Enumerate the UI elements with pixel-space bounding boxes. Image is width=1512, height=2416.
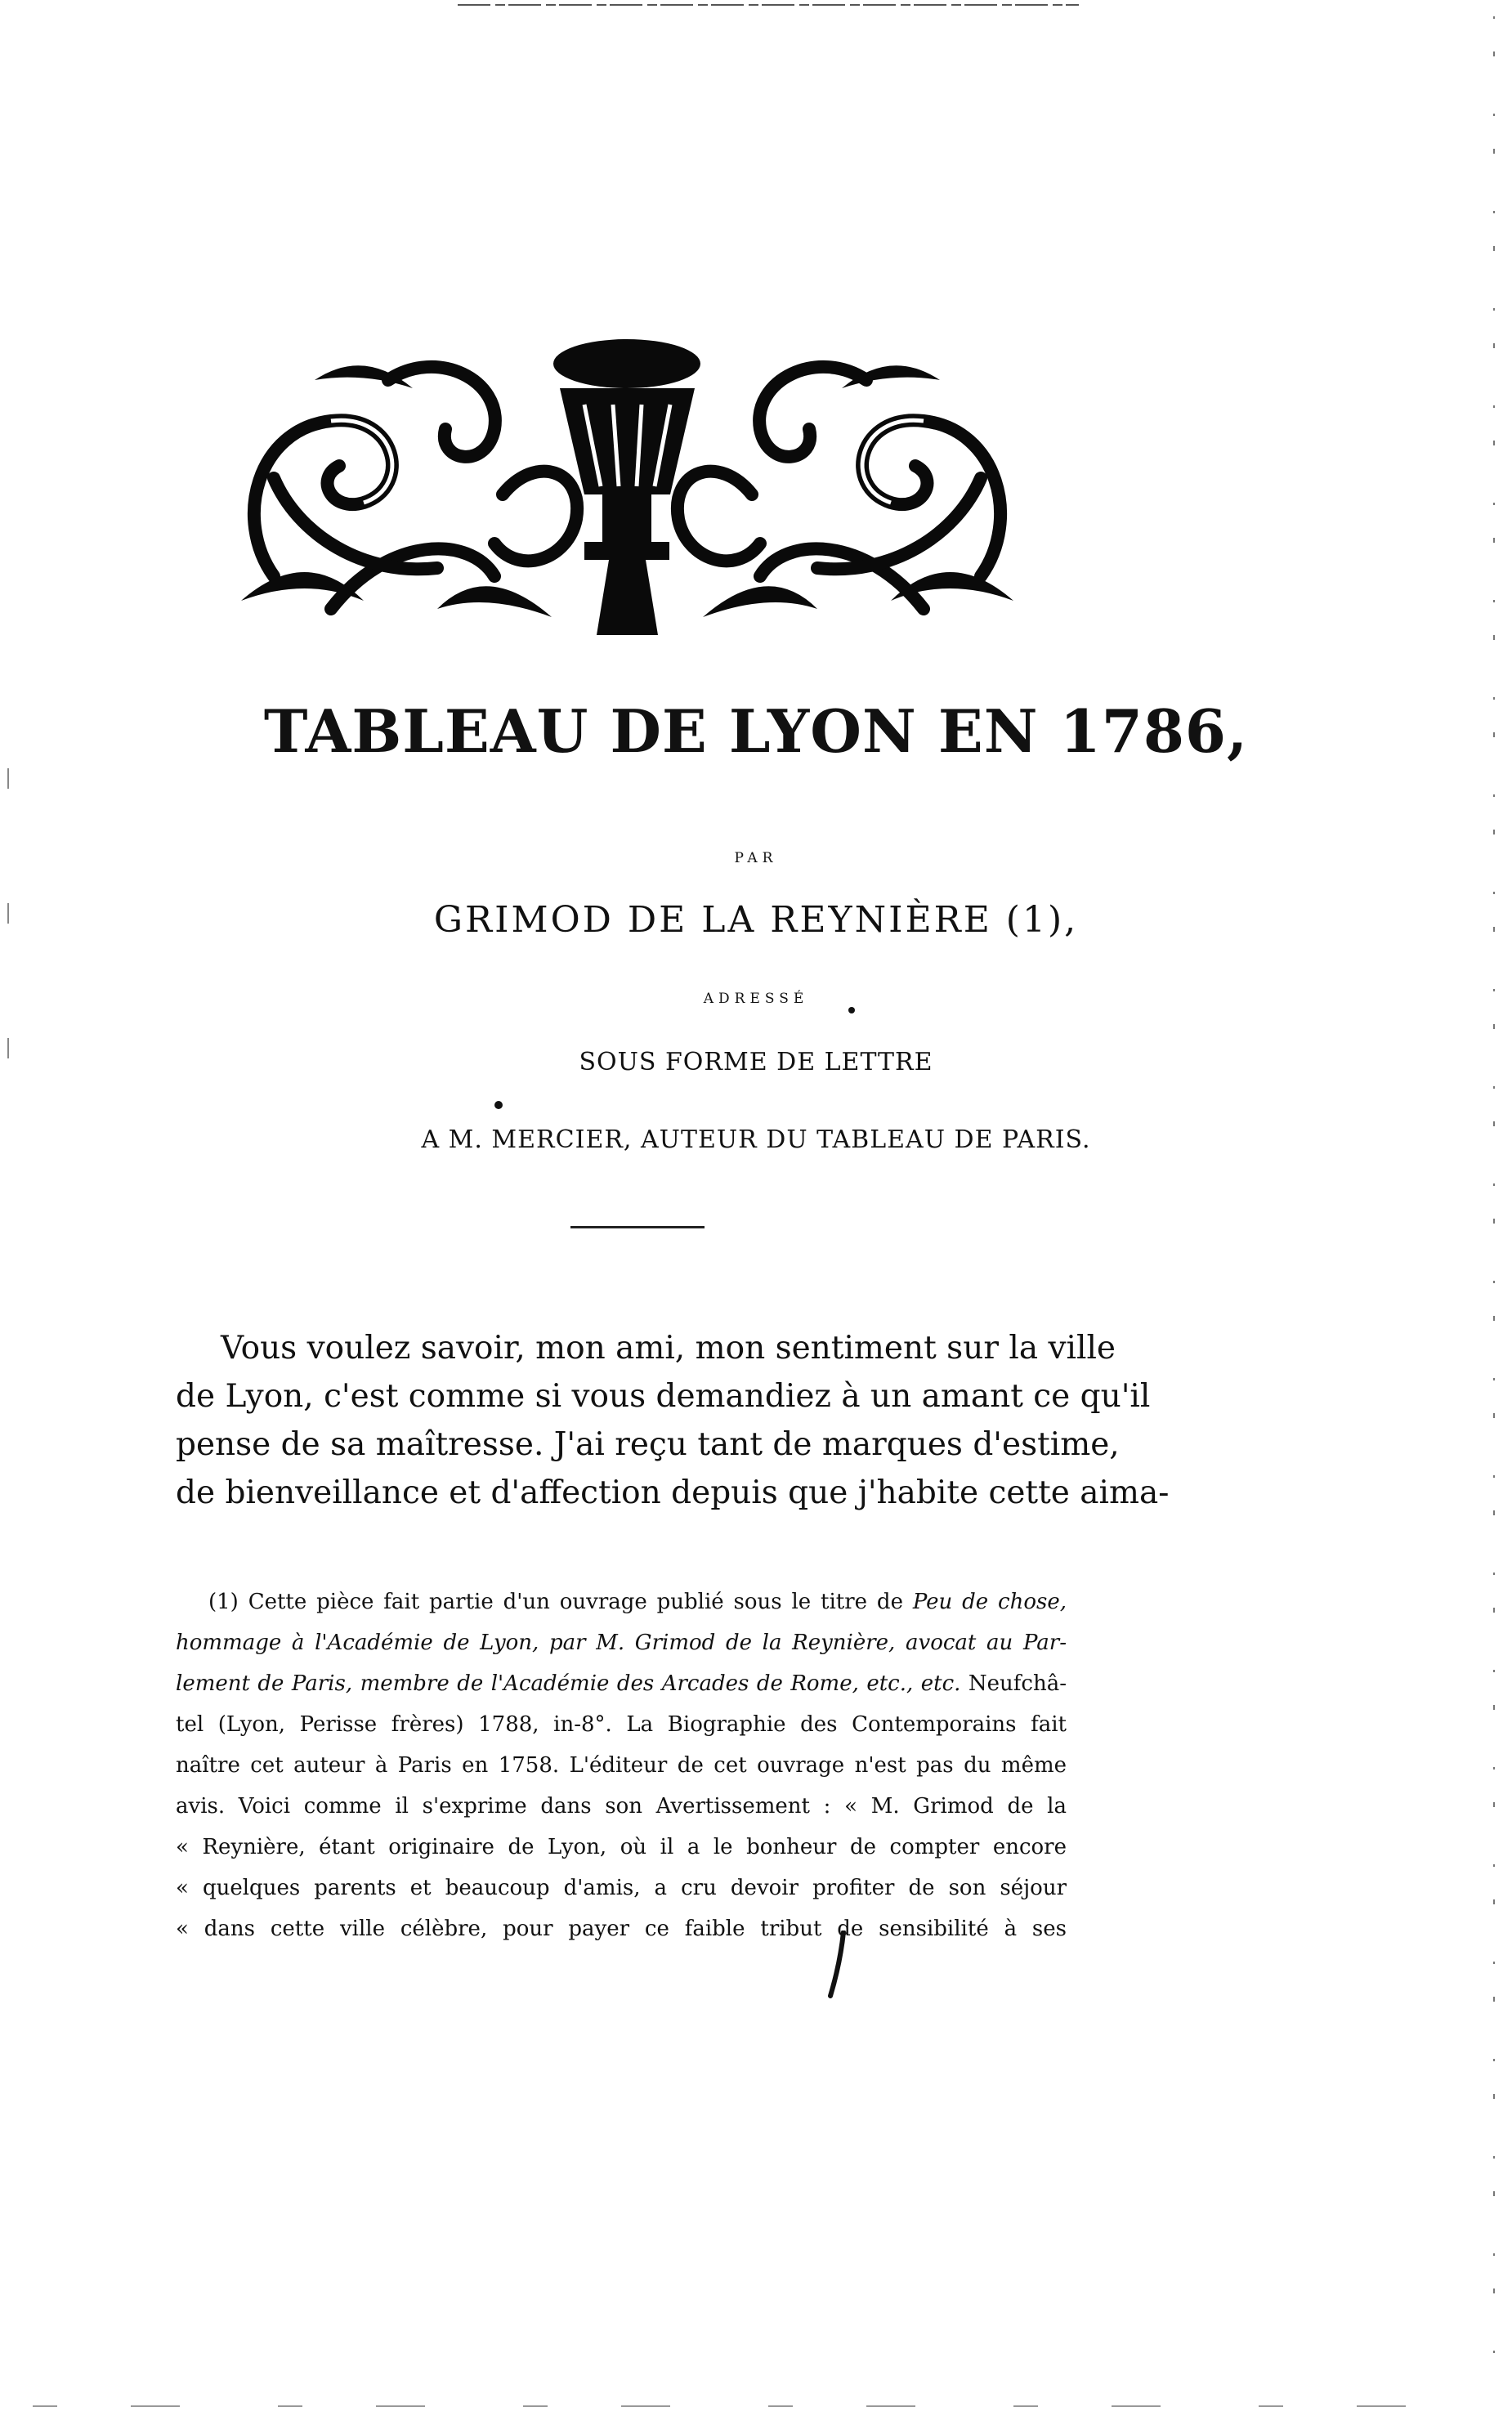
body-line: Vous voulez savoir, mon ami, mon sentiment sur la ville	[221, 1330, 1116, 1367]
footnote-italic: hommage à l'Académie de Lyon, par M. Grimod de la Reynière, avocat au Par-	[176, 1631, 1067, 1655]
footnote-line	[176, 1622, 1067, 1663]
footnote-line: « quelques parents et beaucoup d'amis, a cru devoir profiter de son séjour	[176, 1876, 1067, 1900]
footnote-italic: lement de Paris, membre de l'Académie des Arcades de Rome, etc., etc.	[176, 1671, 961, 1696]
footnote-line: tel (Lyon, Perisse frères) 1788, in-8°. La Biographie des Contemporains fait	[176, 1712, 1067, 1737]
footnote-line	[176, 1582, 1067, 1622]
footnote-line	[176, 1663, 1067, 1704]
footnote	[176, 1582, 1067, 1949]
footnote-line: naître cet auteur à Paris en 1758. L'éditeur de cet ouvrage n'est pas du même	[176, 1753, 1067, 1778]
ornamental-headpiece	[225, 331, 1030, 635]
footnote-text: (1) Cette pièce fait partie d'un ouvrage publié sous le titre de	[208, 1590, 913, 1614]
body-paragraph	[176, 1324, 1170, 1517]
footnote-line: « Reynière, étant originaire de Lyon, où il a le bonheur de compter encore	[176, 1835, 1067, 1859]
body-line: pense de sa maîtresse. J'ai reçu tant de marques d'estime,	[176, 1426, 1120, 1463]
bullet-mark	[494, 1101, 503, 1109]
byline-par: PAR	[734, 850, 778, 866]
scan-left-edge	[0, 0, 16, 2416]
body-line: de bienveillance et d'affection depuis que j'habite cette aima-	[176, 1474, 1170, 1511]
footnote-text: Neufchâ-	[960, 1671, 1067, 1696]
section-rule	[570, 1226, 705, 1228]
addressed-label: ADRESSÉ	[703, 991, 809, 1007]
footnote-line: « dans cette ville célèbre, pour payer ce faible tribut de sensibilité à ses	[176, 1917, 1067, 1941]
footnote-italic: Peu de chose,	[912, 1590, 1067, 1614]
scan-bottom-edge	[0, 2395, 1512, 2416]
body-line: de Lyon, c'est comme si vous demandiez à un amant ce qu'il	[176, 1378, 1151, 1415]
scan-top-edge	[0, 0, 1512, 10]
stray-mark	[848, 1007, 855, 1013]
letter-form-line: SOUS FORME DE LETTRE	[579, 1048, 933, 1076]
recipient-line: A M. MERCIER, AUTEUR DU TABLEAU DE PARIS.	[421, 1125, 1091, 1154]
ink-stroke-mark	[825, 1931, 850, 2000]
author-name: GRIMOD DE LA REYNIÈRE (1),	[433, 899, 1079, 941]
document-title: TABLEAU DE LYON EN 1786,	[263, 696, 1249, 766]
footnote-line: avis. Voici comme il s'exprime dans son Avertissement : « M. Grimod de la	[176, 1794, 1067, 1819]
scan-right-edge	[1486, 0, 1502, 2416]
